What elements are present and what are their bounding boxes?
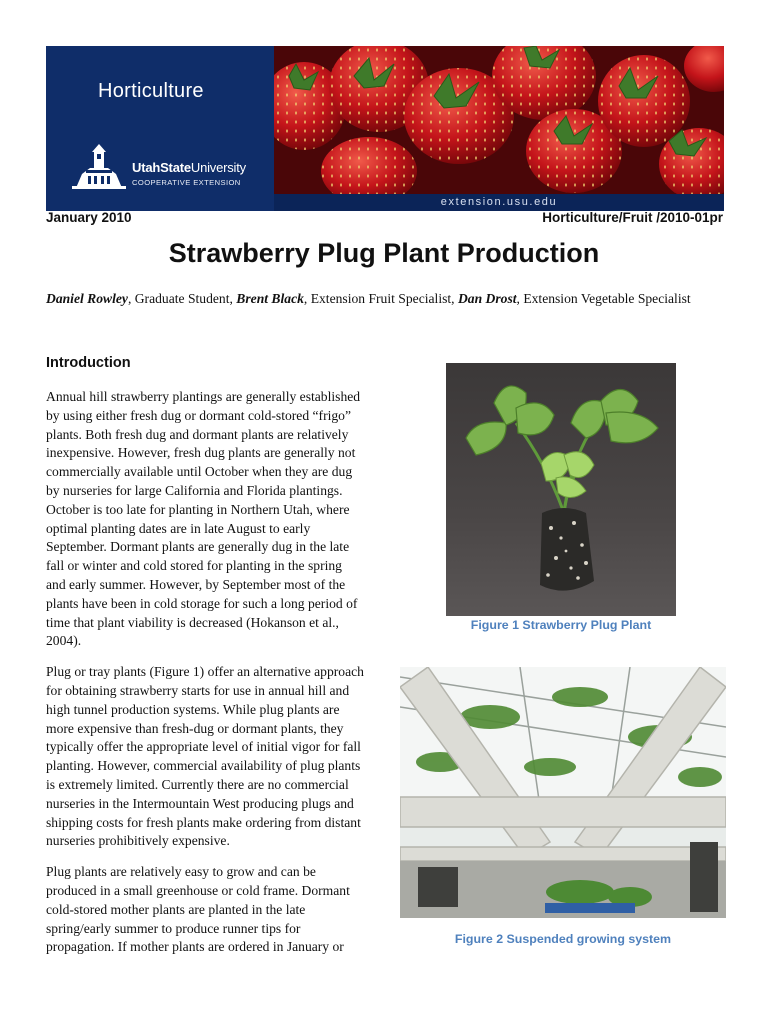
strawberries-photo — [274, 46, 724, 194]
section-heading: Introduction — [46, 355, 131, 371]
usu-logo — [72, 144, 252, 194]
body-paragraph: Plug or tray plants (Figure 1) offer an alternative approach for obtaining strawberry starts for use in annual hill and high tunnel production systems. While plug plants are more expensive than fresh-dug or dormant plants, they typically offer the appropriate level of initial vigor for fall planting. However, commercial availability of plug plants is extremely limited. Currently there are no commercial nurseries in the Intermountain West producing plugs and shipping costs for fresh plants make ordering from distant nurseries prohibitively expensive. — [46, 664, 364, 849]
author-name: Daniel Rowley — [46, 291, 128, 306]
author-role: , Extension Fruit Specialist, — [303, 291, 458, 306]
university-subtitle: COOPERATIVE EXTENSION — [132, 178, 241, 187]
plug-plant-photo — [446, 363, 676, 616]
author-role: , Extension Vegetable Specialist — [516, 291, 691, 306]
figure-caption: Figure 1 Strawberry Plug Plant — [470, 618, 652, 632]
figure-caption: Figure 2 Suspended growing system — [454, 932, 672, 946]
body-text-column — [46, 388, 364, 969]
old-main-tower-icon — [72, 144, 126, 190]
publication-date: January 2010 — [46, 210, 132, 225]
banner-title: Horticulture — [98, 80, 204, 102]
body-paragraph: Plug plants are relatively easy to grow and can be produced in a small greenhouse or cold frame. Dormant cold-stored mother plants are planted in the late spring/early summer to produce runner tips for propagation. If mother plants are ordered in January or — [46, 864, 350, 955]
author-line — [46, 291, 736, 307]
author-name: Brent Black — [236, 291, 304, 306]
header-banner — [46, 46, 724, 211]
suspended-growing-system-photo — [400, 667, 726, 918]
author-name: Dan Drost — [457, 291, 517, 306]
university-name: UtahStateUniversity — [132, 160, 246, 175]
publication-number: Horticulture/Fruit /2010-01pr — [542, 210, 723, 225]
website-url: extension.usu.edu — [274, 194, 724, 211]
author-role: , Graduate Student, — [127, 291, 237, 306]
document-title: Strawberry Plug Plant Production — [168, 238, 600, 268]
body-paragraph: Annual hill strawberry plantings are generally established by using either fresh dug or dormant cold-stored “frigo” plants. Both fresh dug and dormant plants are relatively inexpensive. However, fresh dug plants are generally not commercially available until October when they are dug by nurseries for large California and Florida plantings. October is too late for planting in Northern Utah, where optimal planting dates are in late August to early September. Dormant plants are generally dug in the late fall or winter and cold stored for planting in the spring and early summer. However, by September most of the plants have been in cold storage for such a long period of time that plant viability is decreased (Hokanson et al., 2004). — [46, 389, 361, 649]
